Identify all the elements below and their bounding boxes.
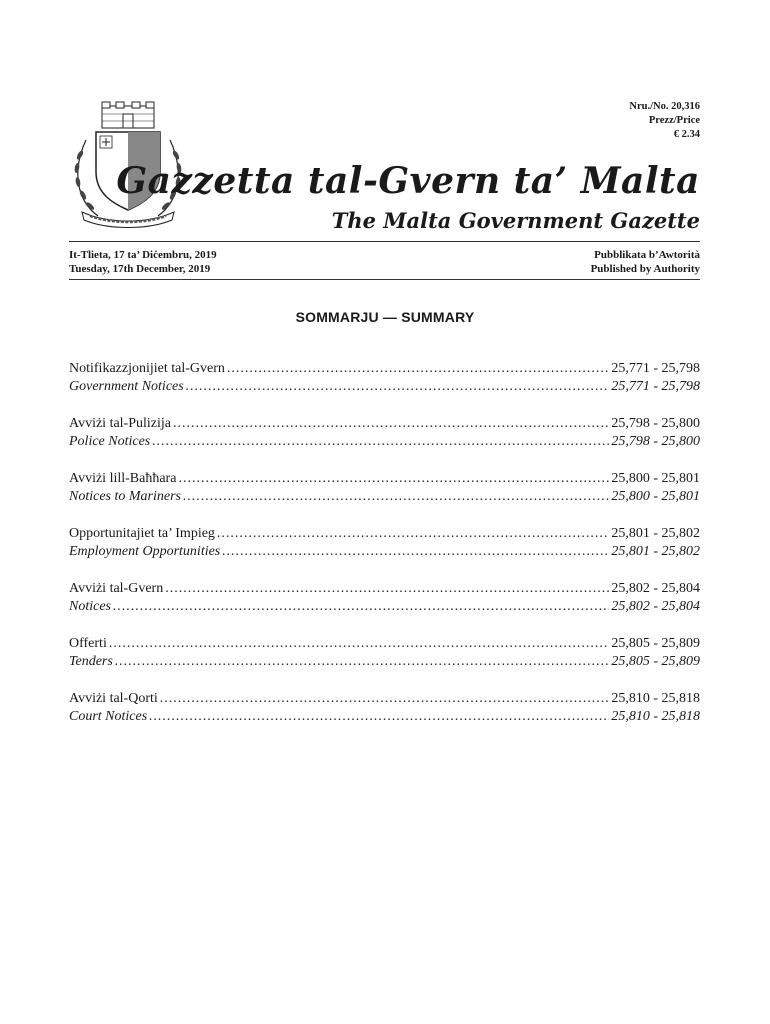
toc-pages: 25,802 - 25,804 bbox=[611, 581, 700, 596]
toc-line-maltese bbox=[69, 525, 700, 543]
toc-label-english: Police Notices bbox=[69, 434, 151, 449]
dot-leader bbox=[217, 525, 609, 543]
toc-pages: 25,810 - 25,818 bbox=[611, 709, 700, 724]
dot-leader bbox=[113, 598, 609, 616]
dot-leader bbox=[149, 708, 609, 726]
dot-leader bbox=[109, 635, 609, 653]
dot-leader bbox=[222, 543, 609, 561]
dot-leader bbox=[152, 433, 609, 451]
authority-english: Published by Authority bbox=[590, 263, 700, 275]
issue-date bbox=[69, 248, 217, 276]
toc-label-maltese: Avviżi tal-Gvern bbox=[69, 581, 164, 596]
toc-line-english bbox=[69, 488, 700, 506]
toc-entry bbox=[69, 690, 700, 726]
issue-date-english: Tuesday, 17th December, 2019 bbox=[69, 263, 211, 275]
toc-pages: 25,801 - 25,802 bbox=[611, 526, 700, 541]
toc-label-english: Tenders bbox=[69, 654, 113, 669]
dot-leader bbox=[178, 470, 609, 488]
toc-pages: 25,801 - 25,802 bbox=[611, 544, 700, 559]
toc-label-english: Notices bbox=[69, 599, 111, 614]
masthead-english: The Malta Government Gazette bbox=[331, 208, 700, 233]
toc-pages: 25,810 - 25,818 bbox=[611, 691, 700, 706]
toc-pages: 25,800 - 25,801 bbox=[611, 471, 700, 486]
toc-line-english bbox=[69, 653, 700, 671]
price-block bbox=[629, 100, 700, 142]
toc-label-maltese: Avviżi tal-Qorti bbox=[69, 691, 158, 706]
toc-entry bbox=[69, 360, 700, 396]
toc-label-english: Court Notices bbox=[69, 709, 148, 724]
toc-line-maltese bbox=[69, 415, 700, 433]
toc-pages: 25,771 - 25,798 bbox=[611, 379, 700, 394]
toc-line-maltese bbox=[69, 470, 700, 488]
toc-entry bbox=[69, 415, 700, 451]
toc-line-maltese bbox=[69, 360, 700, 378]
dot-leader bbox=[186, 378, 610, 396]
toc-line-maltese bbox=[69, 690, 700, 708]
toc-entry bbox=[69, 635, 700, 671]
toc-label-maltese: Notifikazzjonijiet tal-Gvern bbox=[69, 361, 225, 376]
price-value: € 2.34 bbox=[673, 129, 700, 140]
toc-line-maltese bbox=[69, 580, 700, 598]
toc-pages: 25,805 - 25,809 bbox=[611, 654, 700, 669]
authority-maltese: Pubblikata b’Awtorità bbox=[594, 249, 700, 261]
dot-leader bbox=[160, 690, 610, 708]
dot-leader bbox=[173, 415, 609, 433]
toc-line-english bbox=[69, 543, 700, 561]
dot-leader bbox=[115, 653, 610, 671]
toc-entry bbox=[69, 525, 700, 561]
toc-entry bbox=[69, 580, 700, 616]
toc-entry bbox=[69, 470, 700, 506]
toc-pages: 25,798 - 25,800 bbox=[611, 434, 700, 449]
toc-line-maltese bbox=[69, 635, 700, 653]
issue-number: Nru./No. 20,316 bbox=[629, 101, 700, 112]
summary-title: SOMMARJU — SUMMARY bbox=[295, 309, 475, 325]
toc-label-maltese: Avviżi tal-Pulizija bbox=[69, 416, 171, 431]
toc-label-english: Employment Opportunities bbox=[69, 544, 221, 559]
toc-pages: 25,800 - 25,801 bbox=[611, 489, 700, 504]
dot-leader bbox=[227, 360, 609, 378]
table-of-contents bbox=[69, 360, 700, 745]
toc-line-english bbox=[69, 433, 700, 451]
toc-pages: 25,771 - 25,798 bbox=[611, 361, 700, 376]
dot-leader bbox=[165, 580, 609, 598]
toc-label-maltese: Opportunitajiet ta’ Impieg bbox=[69, 526, 215, 541]
price-label: Prezz/Price bbox=[648, 115, 700, 126]
toc-line-english bbox=[69, 598, 700, 616]
header-rule-top bbox=[69, 241, 700, 242]
toc-label-english: Government Notices bbox=[69, 379, 184, 394]
toc-line-english bbox=[69, 378, 700, 396]
authority-statement bbox=[591, 248, 700, 276]
toc-label-english: Notices to Mariners bbox=[69, 489, 181, 504]
issue-date-maltese: It-Tlieta, 17 ta’ Diċembru, 2019 bbox=[69, 249, 217, 261]
header-rule-bottom bbox=[69, 279, 700, 280]
masthead-maltese: Gazzetta tal-Gvern ta’ Malta bbox=[116, 160, 700, 202]
toc-line-english bbox=[69, 708, 700, 726]
toc-pages: 25,802 - 25,804 bbox=[611, 599, 700, 614]
toc-pages: 25,798 - 25,800 bbox=[611, 416, 700, 431]
toc-label-maltese: Avviżi lill-Baħħara bbox=[69, 471, 177, 486]
dot-leader bbox=[183, 488, 609, 506]
toc-pages: 25,805 - 25,809 bbox=[611, 636, 700, 651]
toc-label-maltese: Offerti bbox=[69, 636, 107, 651]
